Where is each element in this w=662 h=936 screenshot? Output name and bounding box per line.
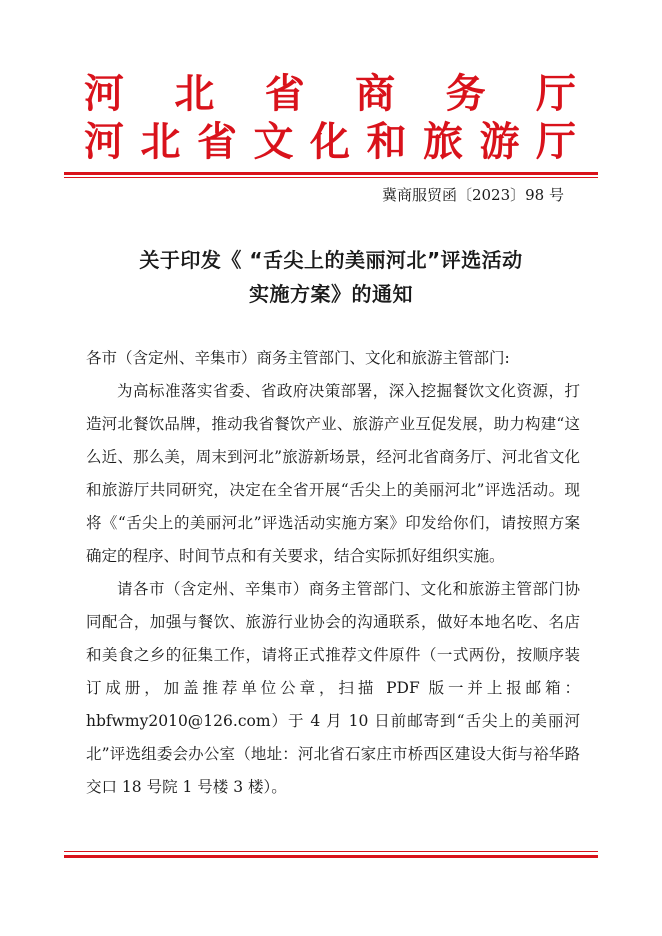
issuer-name-commerce bbox=[84, 72, 576, 116]
document-number: 冀商服贸函〔2023〕98 号 bbox=[381, 186, 564, 204]
issuer-char: 河 bbox=[84, 71, 124, 117]
body-paragraph-2: 请各市（含定州、辛集市）商务主管部门、文化和旅游主管部门协同配合，加强与餐饮、旅游行业协会的沟通联系，做好本地名吃、名店和美食之乡的征集工作，请将正式推荐文件原件（一式两份，按顺序装订成册，加盖推荐单位公章，扫描 PDF 版一并上报邮箱：hbfwmy2010@126.com）于 4 月 10 日前邮寄到“舌尖上的美丽河北”评选组委会办公室（地址：河北省石家庄市桥西区建设大街与裕华路交口 18 号院 1 号楼 3 楼）。 bbox=[86, 580, 580, 796]
issuer-char: 化 bbox=[310, 119, 350, 165]
salutation: 各市（含定州、辛集市）商务主管部门、文化和旅游主管部门: bbox=[86, 349, 510, 367]
issuer-char: 游 bbox=[479, 119, 520, 165]
issuer-char: 文 bbox=[253, 119, 294, 165]
issuer-char: 北 bbox=[140, 119, 181, 165]
title-line-1: 关于印发《 “舌尖上的美丽河北”评选活动 bbox=[139, 248, 523, 272]
header-divider-thin bbox=[64, 177, 598, 178]
title-line-2: 实施方案》的通知 bbox=[249, 282, 413, 306]
issuer-char: 省 bbox=[197, 119, 237, 165]
issuer-char: 厅 bbox=[536, 119, 576, 165]
issuer-char: 河 bbox=[84, 119, 124, 165]
issuer-char: 厅 bbox=[535, 71, 576, 117]
issuer-char: 旅 bbox=[423, 119, 463, 165]
footer-divider-thick bbox=[64, 855, 598, 858]
issuer-char: 省 bbox=[264, 71, 305, 117]
document-body bbox=[86, 342, 580, 804]
issuer-char: 商 bbox=[355, 71, 396, 117]
body-paragraph-1: 为高标准落实省委、省政府决策部署，深入挖掘餐饮文化资源，打造河北餐饮品牌，推动我省餐饮产业、旅游产业互促发展，助力构建“这么近、那么美，周末到河北”旅游新场景，经河北省商务厅、河北省文化和旅游厅共同研究，决定在全省开展“舌尖上的美丽河北”评选活动。现将《“舌尖上的美丽河北”评选活动实施方案》印发给你们，请按照方案确定的程序、时间节点和有关要求，结合实际抓好组织实施。 bbox=[86, 382, 580, 565]
issuer-char: 北 bbox=[174, 71, 215, 117]
issuer-char: 和 bbox=[366, 119, 407, 165]
document-title bbox=[70, 243, 592, 311]
header-divider-thick bbox=[64, 172, 598, 175]
footer-divider-thin bbox=[64, 851, 598, 852]
issuer-name-culture-tourism bbox=[84, 120, 576, 164]
issuer-char: 务 bbox=[445, 71, 486, 117]
